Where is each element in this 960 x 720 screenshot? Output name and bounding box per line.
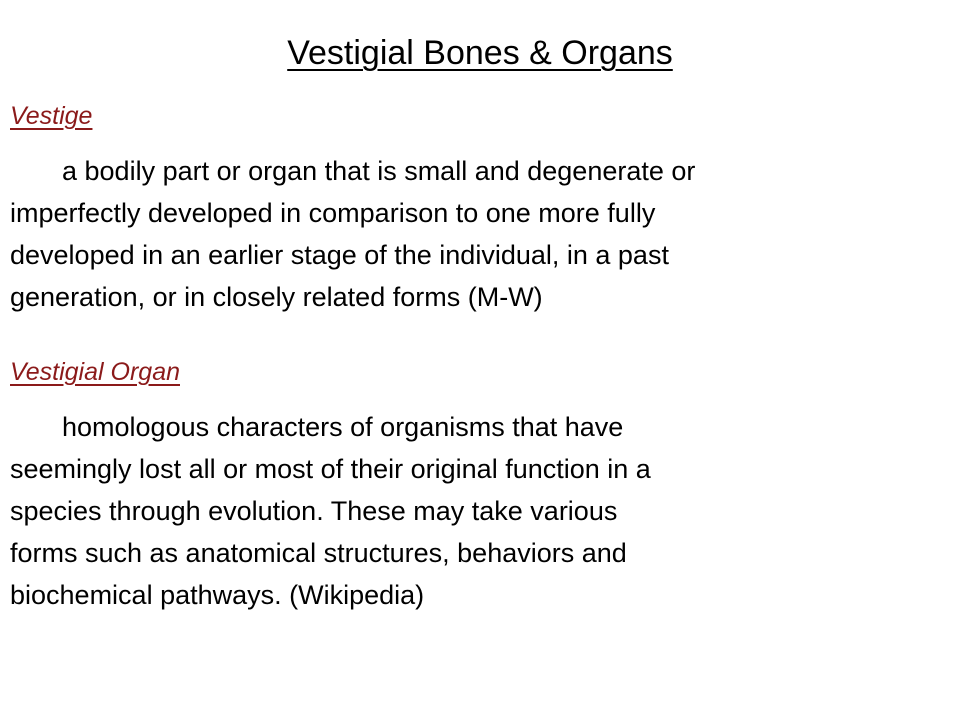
definition-line: a bodily part or organ that is small and degenerate or <box>62 156 696 186</box>
term-vestige: Vestige <box>10 102 93 130</box>
definition-line: species through evolution. These may take various <box>10 496 618 526</box>
definition-line: imperfectly developed in comparison to one more fully <box>10 198 656 228</box>
definition-line: homologous characters of organisms that have <box>62 412 624 442</box>
slide-title: Vestigial Bones & Organs <box>287 34 673 72</box>
definition-line: seemingly lost all or most of their original function in a <box>10 454 651 484</box>
definition-line: forms such as anatomical structures, behaviors and <box>10 538 627 568</box>
definition-line: generation, or in closely related forms (M-W) <box>10 282 543 312</box>
term-vestigial-organ: Vestigial Organ <box>10 358 180 386</box>
definition-vestige <box>10 150 950 318</box>
definition-vestigial-organ <box>10 406 950 616</box>
definition-line: biochemical pathways. (Wikipedia) <box>10 580 425 610</box>
definition-line: developed in an earlier stage of the individual, in a past <box>10 240 669 270</box>
